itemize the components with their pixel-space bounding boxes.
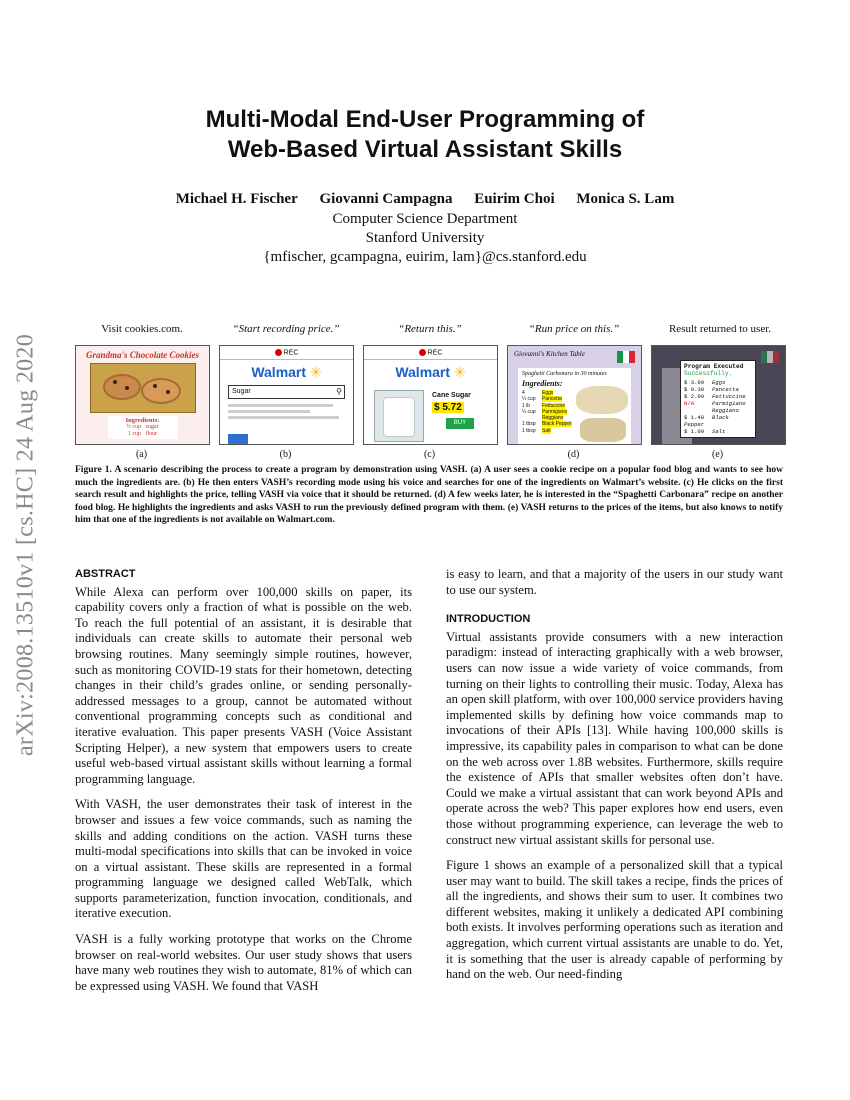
left-column [75, 567, 412, 1004]
product-name: Cane Sugar [432, 392, 471, 399]
arxiv-stamp-text: arXiv:2008.13510v1 [cs.HC] 24 Aug 2020 [12, 333, 39, 757]
recipe-ingredients-heading: Ingredients: [522, 379, 563, 388]
step-caption-a: Visit cookies.com. [101, 323, 183, 335]
italy-flag-icon [761, 351, 779, 363]
figure-caption: Figure 1. A scenario describing the process to create a program by demonstration using VASH. (a) A user sees a cookie recipe on a popular food blog and wants to see how much the ingredients are. (b) He then enters VASH’s recording mode using his voice and searches for one of the ingredients on Walmart’s website. (c) He clicks on the first search result and highlights the price, telling VASH via voice that it should be returned. (d) A few weeks later, he is interested in the “Spaghetti Carbonara” recipe on another food blog. He highlights the ingredients and asks VASH to run the previously defined program with them. (e) VASH returns to the prices of the items, but also knows to notify him that one of the ingredients is not available on Walmart.com. [75, 465, 783, 526]
step-caption-c: “Return this.” [398, 323, 462, 335]
walmart-spark-icon: ✳ [309, 364, 322, 381]
product-price: $ 5.72 [434, 402, 462, 413]
list-item: 4 Eggs [522, 390, 554, 396]
buy-button[interactable]: BUY [446, 418, 474, 429]
intro-paragraph: Figure 1 shows an example of a personalized skill that a typical user may want to build. The skill takes a recipe, finds the prices of all the ingredients, and shows their sum to user. It combines two different websites, making it unlikely a dedicated API combining both exists. It involves performing operations such as iteration and aggregation, which current virtual assistants are unable to do. Yet, it is something that the user is already capable of performing by hand on the web. Our need-finding [446, 858, 783, 982]
list-item: $ 1.48 Black Pepper [684, 414, 729, 428]
search-icon[interactable]: ⚲ [336, 387, 342, 397]
introduction-heading: INTRODUCTION [446, 613, 531, 626]
intro-paragraph: Virtual assistants provide consumers with a new interaction paradigm: instead of interacting graphically with a web browser, users can now issue a wide variety of voice commands, from turning on their lights to controlling their music. Today, Alexa has an open skill platform, with over 100,000 service providers having implemented skills by defining how voice commands map to invocations of their APIs [13]. While having 100,000 skills is impressive, its capability pales in comparison to what can be done on the web across over 1.8B websites. Furthermore, skills require the existence of APIs that smaller websites often don’t have. Could we make a virtual assistant that can work beyond APIs and operate across the web? This paper explores how end users, even those without programming experience, can leverage the web to construct new virtual assistant skills for personal use. [446, 629, 783, 847]
affiliation-university: Stanford University [365, 230, 485, 246]
recipe-card [518, 368, 631, 444]
title-line-1: Multi-Modal End-User Programming of [205, 106, 645, 133]
result-title: Program Executed [684, 363, 744, 370]
list-item: 1 lb Fettuccine [522, 402, 566, 409]
list-item: ½ cup sugar [126, 424, 159, 430]
rec-label: REC [427, 349, 443, 357]
abstract-paragraph: VASH is a fully working prototype that works on the Chrome browser on real-world websites. Our user study shows that users have many web routines they wish to automate, 81% of which can be expressed using VASH. We found that VASH [75, 932, 412, 993]
walmart-logo-text: Walmart [251, 364, 307, 381]
list-item: 1 tbsp Salt [522, 427, 551, 434]
author-name: Giovanni Campagna [319, 191, 453, 207]
cookie-ingredients-heading: Ingredients: [125, 417, 160, 424]
program-result-dialog [680, 360, 756, 438]
rec-label: REC [283, 349, 299, 357]
list-item: $ 9.30 Pancetta [684, 386, 739, 393]
list-item: Reggiano [542, 415, 564, 422]
sugar-jar-image [374, 390, 424, 442]
recipe-site-name: Giovanni's Kitchen Table [514, 350, 585, 358]
arxiv-stamp [8, 295, 44, 795]
affiliation-email: {mfischer, gcampagna, euirim, lam}@cs.stanford.edu [263, 249, 587, 265]
walmart-logo [220, 364, 353, 381]
step-caption-d: “Run price on this.” [528, 323, 620, 335]
record-dot-icon [419, 349, 426, 356]
panel-label-e: (e) [711, 449, 724, 460]
author-name: Monica S. Lam [576, 191, 675, 207]
walmart-spark-icon: ✳ [453, 364, 466, 381]
list-item: 1 cup flour [127, 431, 158, 437]
panel-label-b: (b) [279, 449, 292, 460]
author-name: Michael H. Fischer [175, 191, 298, 207]
cookie-ingredients [108, 416, 178, 439]
list-item: N/A Parmigiano [684, 400, 746, 407]
cookie-recipe-title: Grandma's Chocolate Cookies [85, 350, 199, 360]
abstract-paragraph: With VASH, the user demonstrates their task of interest in the browser and issues a few voice commands, such as naming the skills and adding conditions on the action. VASH turns these multi-modal specifications into skills that can be invoked in voice on a virtual assistant. These skills are represented in a formal programming language we designed called WebTalk, which supports parameterization, function invocation, conditionals, and iterative execution. [75, 797, 412, 921]
walmart-logo-text: Walmart [395, 364, 451, 381]
search-input[interactable] [228, 385, 345, 399]
step-caption-b: “Start recording price.” [232, 323, 340, 335]
search-input-value: Sugar [232, 388, 251, 396]
list-item: $ 1.09 Salt [684, 428, 726, 435]
list-item: $ 2.99 Fettuccine [684, 393, 746, 400]
abstract-continuation: is easy to learn, and that a majority of the users in our study want to use our system. [446, 567, 783, 597]
author-name: Euirim Choi [474, 191, 555, 207]
list-item: 1 tbsp Black Pepper [522, 421, 572, 428]
italy-flag-icon [617, 351, 635, 363]
panel-label-a: (a) [135, 449, 148, 460]
panel-label-d: (d) [567, 449, 580, 460]
step-caption-e: Result returned to user. [668, 323, 772, 335]
recording-indicator [364, 349, 497, 356]
title-line-2: Web-Based Virtual Assistant Skills [227, 136, 623, 163]
result-status: Successfully. [684, 370, 733, 377]
pasta-photo [576, 386, 628, 414]
right-column [446, 567, 783, 993]
abstract-paragraph: While Alexa can perform over 100,000 skills on paper, its capability covers only a fraction of what is possible on the web. To reach the full potential of an assistant, it is desirable that individuals can create skills to automate their personal web browsing routines. Many seemingly simple routines, however, such as monitoring COVID-19 stats for their hometown, detecting changes in their child’s grades online, or sending personally-addressed messages to a group, cannot be automated without conventional programming concepts such as conditional and iterative evaluation. This paper presents VASH (Voice Assistant Scripting Helper), a new system that empowers users to create useful web-based virtual assistant skills without learning a formal programming language. [75, 584, 412, 786]
panel-c-walmart-product [363, 345, 498, 445]
recipe-title: Spaghetti Carbonara in 30 minutes [522, 371, 607, 377]
list-item: ¼ cup Pancetta [522, 396, 562, 403]
walmart-logo [364, 364, 497, 381]
record-dot-icon [275, 349, 282, 356]
pasta-photo [580, 418, 626, 442]
recording-indicator [220, 349, 353, 356]
list-item: $ 3.99 Eggs [684, 379, 726, 386]
panel-a-cookie-site [75, 345, 210, 445]
author-list [0, 191, 850, 208]
paper-title [0, 105, 850, 165]
panel-label-c: (c) [423, 449, 436, 460]
abstract-heading: ABSTRACT [75, 568, 136, 580]
panel-e-result-popup [651, 345, 786, 445]
list-item: ¼ cup Parmigiano [522, 408, 568, 415]
list-item: Reggiano [712, 407, 739, 414]
result-thumbnail[interactable] [228, 434, 248, 444]
cookie-photo [90, 363, 196, 413]
panel-b-walmart-search [219, 345, 354, 445]
affiliation-dept: Computer Science Department [332, 211, 518, 227]
panel-d-recipe-site [507, 345, 642, 445]
